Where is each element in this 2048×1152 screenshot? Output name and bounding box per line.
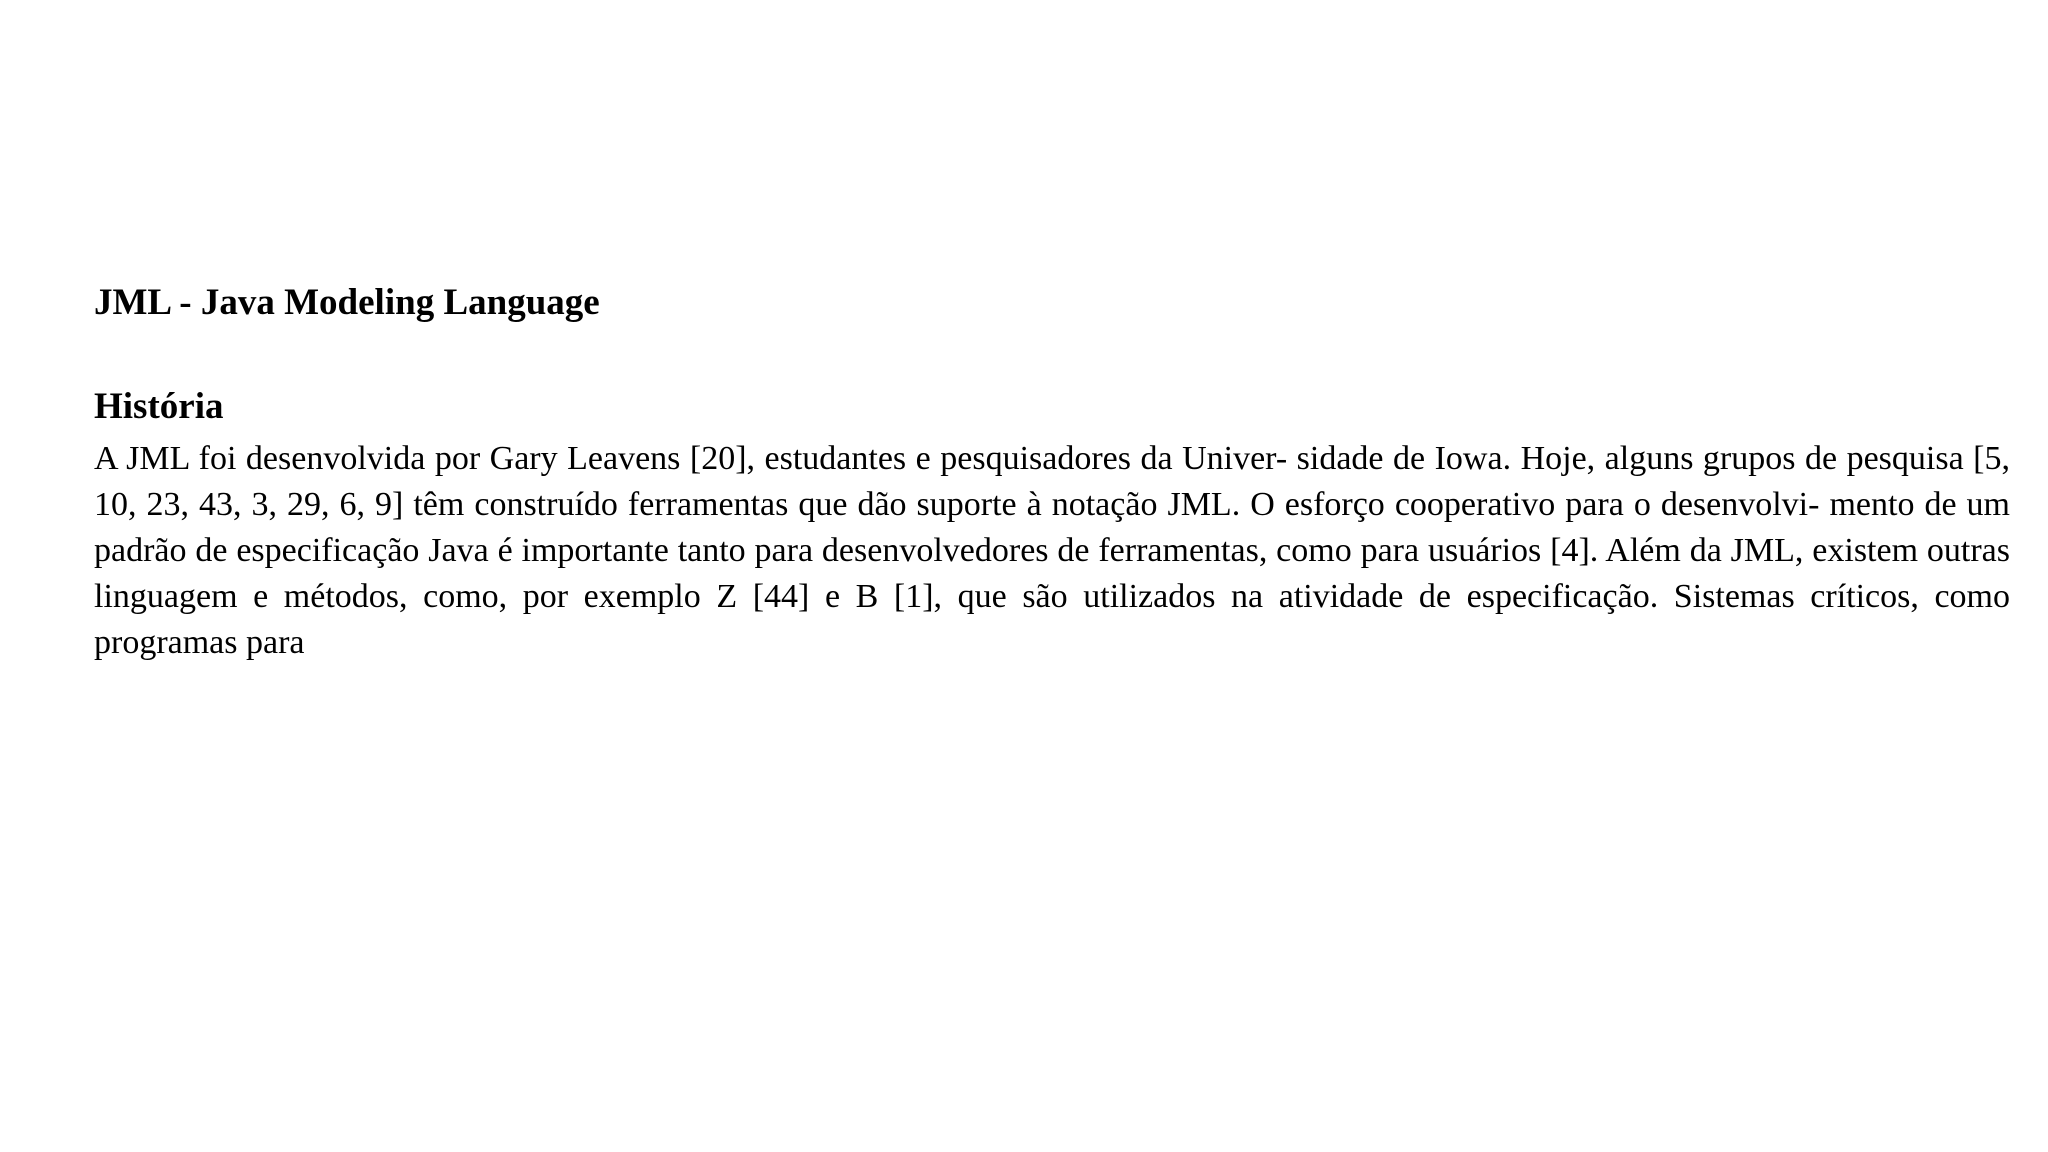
document-title: JML - Java Modeling Language <box>94 282 600 323</box>
section-heading: História <box>94 386 224 427</box>
document-page <box>94 276 2010 666</box>
body-paragraph: A JML foi desenvolvida por Gary Leavens [20], estudantes e pesquisadores da Univer- sidade de Iowa. Hoje, alguns grupos de pesquisa [5, 10, 23, 43, 3, 29, 6, 9] têm construído ferramentas que dão suporte à notação JML. O esforço cooperativo para o desenvolvi- mento de um padrão de especificação Java é importante tanto para desenvolvedores de ferramentas, como para usuários [4]. Além da JML, existem outras linguagem e métodos, como, por exemplo Z [44] e B [1], que são utilizados na atividade de especificação. Sistemas críticos, como programas para <box>94 440 2010 661</box>
